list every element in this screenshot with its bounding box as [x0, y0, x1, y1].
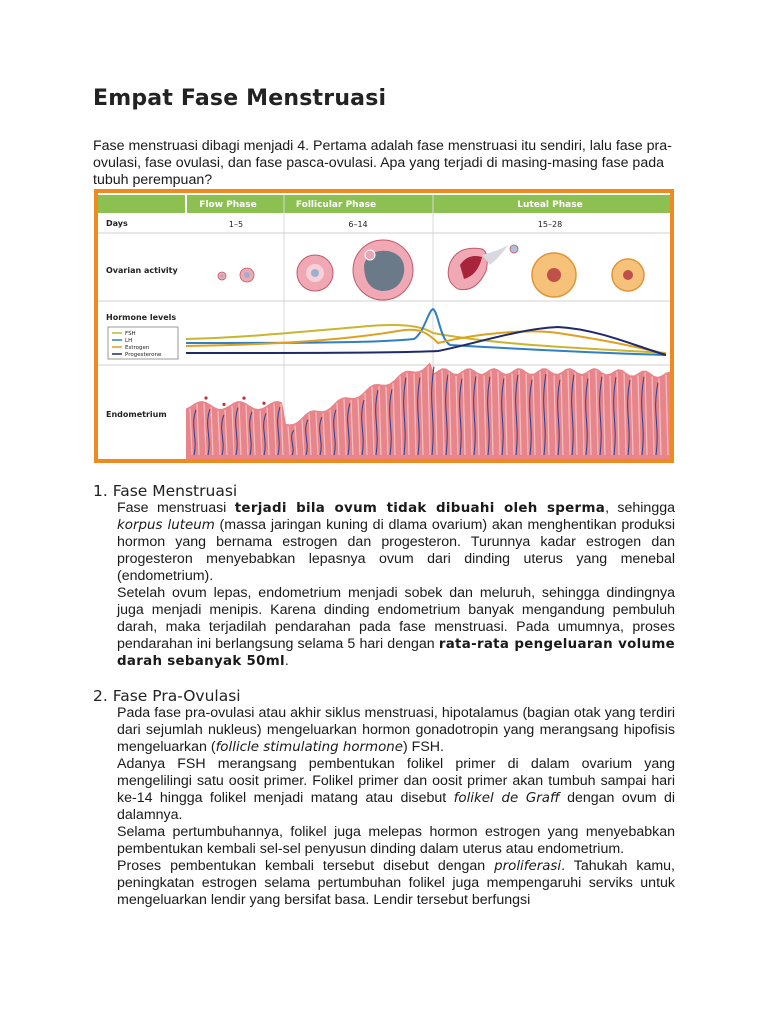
italic-text: proliferasi: [494, 859, 562, 874]
corpus-luteum-core: [547, 268, 561, 282]
oocyte: [244, 272, 250, 278]
page-title: Empat Fase Menstruasi: [93, 86, 387, 111]
intro-paragraph: Fase menstruasi dibagi menjadi 4. Pertama adalah fase menstruasi itu sendiri, lalu fase pra-ovulasi, fase ovulasi, dan fase pasca-ovulasi. Apa yang terjadi di masing-masing fase pada tubuh perempuan?: [93, 138, 672, 188]
text-run: Adanya FSH merangsang pembentukan folikel primer di dalam ovarium yang mengelilingi satu oosit primer. Folikel primer dan oosit primer akan tumbuh sampai hari ke-14 hingga folikel menjadi matang atau disebut: [117, 756, 675, 806]
phase-label-follicular: Follicular Phase: [295, 200, 377, 210]
menstrual-shedding: [262, 402, 265, 405]
menstrual-shedding: [204, 396, 207, 399]
menstrual-shedding: [242, 397, 245, 400]
paragraph: [117, 756, 675, 824]
legend-label: FSH: [125, 331, 136, 337]
days-flow: 1–5: [228, 220, 244, 229]
section-heading: 1. Fase Menstruasi: [93, 482, 238, 500]
italic-text: follicle stimulating hormone: [215, 740, 404, 755]
text-run: ) FSH.: [403, 739, 444, 755]
legend-label: LH: [125, 338, 133, 344]
paragraph: [117, 500, 675, 585]
paragraph: [117, 585, 675, 670]
paragraph: [117, 858, 675, 909]
section-body: [117, 500, 675, 670]
italic-text: folikel de Graff: [453, 791, 560, 806]
phase-header-bar: [98, 195, 670, 213]
row-label-ovarian: Ovarian activity: [106, 266, 178, 275]
text-run: Proses pembentukan kembali tersebut disebut dengan: [117, 858, 495, 874]
text-run: (massa jaringan kuning di dlama ovarium) akan menghentikan produksi hormon yang bernama estrogen dan progesteron. Turunnya kadar estrogen dan progesteron menyebabkan lepasnya ovum dari dinding uterus yang menebal (endometrium).: [117, 517, 675, 584]
text-run: Pada fase pra-ovulasi atau akhir siklus menstruasi, hipotalamus (bagian otak yang terdiri dari sejumlah nukleus) mengeluarkan hormon gonadotropin yang merangsang hipofisis mengeluarkan (: [117, 705, 675, 755]
legend-label: Progesterone: [125, 352, 162, 358]
text-run: dengan ovum di dalamnya.: [117, 790, 675, 823]
row-label-endometrium: Endometrium: [106, 410, 167, 419]
corpus-albicans-core: [623, 270, 633, 280]
text-run: Selama pertumbuhannya, folikel juga melepas hormon estrogen yang menyebabkan pembentukan kembali sel-sel penyusun dinding dalam uterus atau endometrium.: [117, 824, 675, 857]
text-run: , sehingga: [605, 500, 675, 516]
row-label-days: Days: [106, 219, 128, 228]
oocyte: [221, 275, 224, 278]
days-luteal: 15–28: [537, 220, 563, 229]
paragraph: [117, 705, 675, 756]
text-run: Setelah ovum lepas, endometrium menjadi sobek dan meluruh, sehingga dindingnya juga menjadi menipis. Karena dinding endometrium banyak mengandung pembuluh darah, maka terjadilah pendarahan pada fase menstruasi. Pada umumnya, proses pendarahan ini berlangsung selama 5 hari dengan: [117, 585, 675, 652]
legend-label: Estrogen: [125, 345, 150, 351]
menstrual-shedding: [222, 403, 225, 406]
released-ovum: [510, 245, 518, 253]
bold-text: rata-rata pengeluaran volume darah sebanyak 50ml: [117, 637, 675, 669]
bold-text: terjadi bila ovum tidak dibuahi oleh sperma: [234, 501, 606, 516]
oocyte: [365, 250, 375, 260]
cycle-diagram: [98, 193, 670, 459]
text-run: Fase menstruasi: [117, 500, 235, 516]
phase-label-luteal: Luteal Phase: [517, 200, 583, 210]
italic-text: korpus luteum: [117, 518, 215, 533]
section-body: [117, 705, 675, 909]
text-run: .: [284, 653, 289, 669]
paragraph: [117, 824, 675, 858]
section-fase-menstruasi: [93, 482, 675, 670]
menstrual-cycle-figure: [94, 189, 674, 463]
oocyte: [311, 269, 319, 277]
section-heading: 2. Fase Pra-Ovulasi: [93, 687, 241, 705]
phase-label-flow: Flow Phase: [199, 200, 257, 210]
days-follicular: 6–14: [348, 220, 368, 229]
text-run: . Tahukah kamu, peningkatan estrogen selama pertumbuhan folikel juga mempengaruhi serviks untuk mengeluarkan lendir yang bersifat basa. Lendir tersebut berfungsi: [117, 858, 675, 908]
section-fase-pra-ovulasi: [93, 687, 675, 909]
row-label-hormones: Hormone levels: [106, 313, 177, 322]
